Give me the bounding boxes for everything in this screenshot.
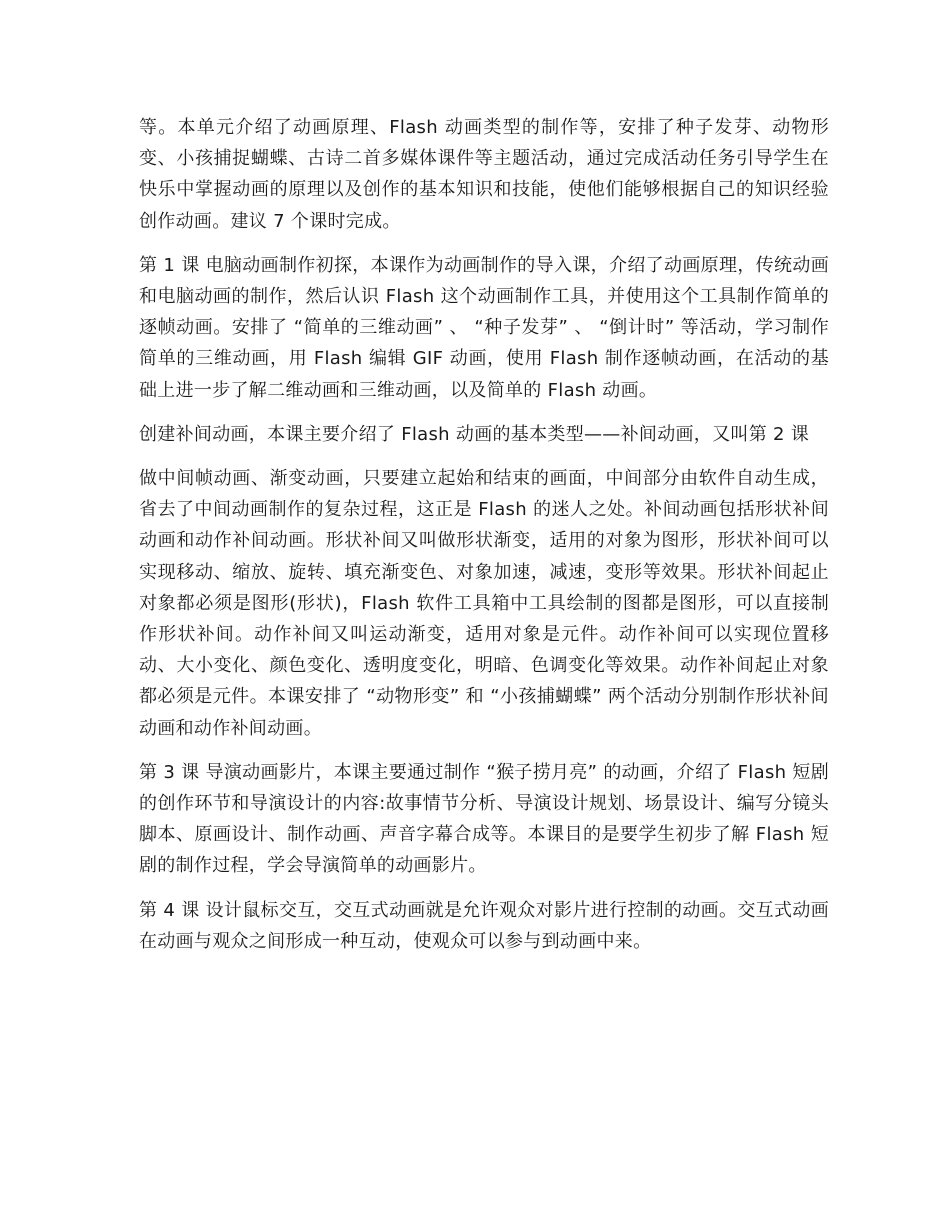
paragraph-lesson-2-title: 创建补间动画，本课主要介绍了 Flash 动画的基本类型——补间动画，又叫第 2 课: [139, 423, 810, 445]
paragraph-lesson-1: 第 1 课 电脑动画制作初探，本课作为动画制作的导入课，介绍了动画原理，传统动画和电脑动画的制作，然后认识 Flash 这个动画制作工具，并使用这个工具制作简单的逐帧动画。安排了 “简单的三维动画” 、 “种子发芽” 、 “倒计时” 等活动，学习制作简单的三维动画，用 Flash 编辑 GIF 动画，使用 Flash 制作逐帧动画，在活动的基础上进一步了解二维动画和三维动画，以及简单的 Flash 动画。: [139, 254, 829, 401]
paragraph-lesson-4: 第 4 课 设计鼠标交互，交互式动画就是允许观众对影片进行控制的动画。交互式动画在动画与观众之间形成一种互动，使观众可以参与到动画中来。: [139, 899, 829, 952]
paragraph-unit-overview: 等。本单元介绍了动画原理、Flash 动画类型的制作等，安排了种子发芽、动物形变、小孩捕捉蝴蝶、古诗二首多媒体课件等主题活动，通过完成活动任务引导学生在快乐中掌握动画的原理以及创作的基本知识和技能，使他们能够根据自己的知识经验创作动画。建议 7 个课时完成。: [139, 117, 829, 232]
paragraph-tween-animation: 做中间帧动画、渐变动画，只要建立起始和结束的画面，中间部分由软件自动生成，省去了中间动画制作的复杂过程，这正是 Flash 的迷人之处。补间动画包括形状补间动画和动作补间动画。形状补间又叫做形状渐变，适用的对象为图形，形状补间可以实现移动、缩放、旋转、填充渐变色、对象加速，减速，变形等效果。形状补间起止对象都必须是图形(形状)，Flash 软件工具箱中工具绘制的图都是图形，可以直接制作形状补间。动作补间又叫运动渐变，适用对象是元件。动作补间可以实现位置移动、大小变化、颜色变化、透明度变化，明暗、色调变化等效果。动作补间起止对象都必须是元件。本课安排了 “动物形变” 和 “小孩捕蝴蝶” 两个活动分别制作形状补间动画和动作补间动画。: [139, 468, 829, 739]
paragraph-lesson-3: 第 3 课 导演动画影片，本课主要通过制作 “猴子捞月亮” 的动画，介绍了 Flash 短剧的创作环节和导演设计的内容:故事情节分析、导演设计规划、场景设计、编写分镜头脚本、原画设计、制作动画、声音字幕合成等。本课目的是要学生初步了解 Flash 短剧的制作过程，学会导演简单的动画影片。: [139, 761, 829, 877]
document-body: [139, 112, 829, 970]
